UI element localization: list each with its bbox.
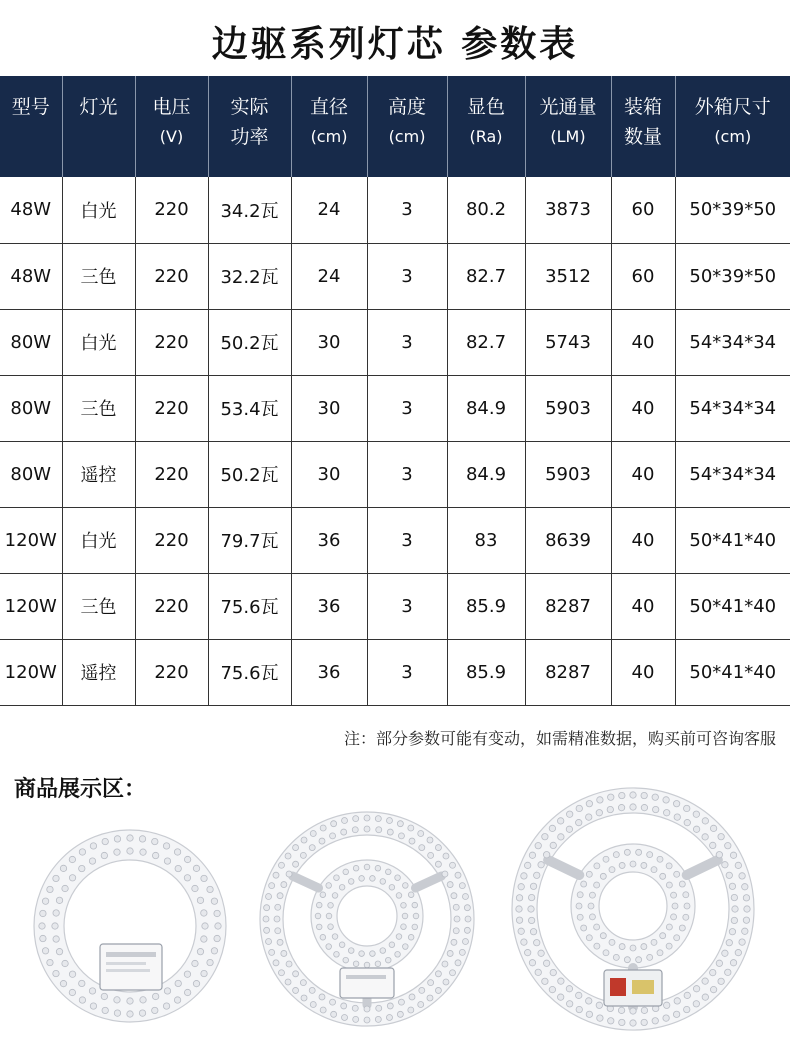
header-light: 灯光 (62, 76, 135, 177)
table-cell: 53.4瓦 (208, 375, 291, 441)
table-cell: 220 (135, 375, 208, 441)
table-cell: 24 (291, 243, 367, 309)
table-cell: 50.2瓦 (208, 441, 291, 507)
table-cell: 48W (0, 243, 62, 309)
table-row (0, 507, 790, 573)
table-cell: 220 (135, 177, 208, 243)
table-cell: 80W (0, 309, 62, 375)
table-cell: 遥控 (62, 441, 135, 507)
table-cell: 8639 (525, 507, 611, 573)
table-cell: 50*41*40 (675, 573, 790, 639)
table-cell: 220 (135, 573, 208, 639)
table-cell: 60 (611, 243, 675, 309)
table-cell: 85.9 (447, 639, 525, 705)
table-cell: 白光 (62, 507, 135, 573)
table-cell: 82.7 (447, 309, 525, 375)
table-cell: 83 (447, 507, 525, 573)
header-carton-size: 外箱尺寸 (cm) (675, 76, 790, 177)
table-cell: 40 (611, 309, 675, 375)
table-header-row (0, 76, 790, 177)
table-cell: 3 (367, 375, 447, 441)
table-cell: 3512 (525, 243, 611, 309)
table-cell: 60 (611, 177, 675, 243)
table-cell: 白光 (62, 309, 135, 375)
table-row (0, 375, 790, 441)
table-cell: 3 (367, 177, 447, 243)
table-row (0, 441, 790, 507)
table-cell: 三色 (62, 375, 135, 441)
header-actual-power: 实际 功率 (208, 76, 291, 177)
table-row (0, 243, 790, 309)
table-cell: 40 (611, 573, 675, 639)
table-cell: 36 (291, 639, 367, 705)
table-cell: 75.6瓦 (208, 573, 291, 639)
table-cell: 50*41*40 (675, 639, 790, 705)
table-cell: 30 (291, 375, 367, 441)
table-cell: 84.9 (447, 375, 525, 441)
table-cell: 80W (0, 441, 62, 507)
table-cell: 220 (135, 309, 208, 375)
table-cell: 三色 (62, 573, 135, 639)
table-cell: 3 (367, 243, 447, 309)
table-cell: 85.9 (447, 573, 525, 639)
table-cell: 50*41*40 (675, 507, 790, 573)
table-cell: 80W (0, 375, 62, 441)
table-cell: 220 (135, 441, 208, 507)
table-cell: 54*34*34 (675, 309, 790, 375)
table-cell: 82.7 (447, 243, 525, 309)
single-ring-led-module-icon (30, 826, 230, 1026)
table-cell: 54*34*34 (675, 375, 790, 441)
page-title: 边驱系列灯芯 参数表 (211, 23, 579, 65)
table-cell: 3 (367, 507, 447, 573)
table-cell: 40 (611, 639, 675, 705)
table-cell: 75.6瓦 (208, 639, 291, 705)
table-row (0, 573, 790, 639)
table-cell: 40 (611, 507, 675, 573)
table-cell: 5903 (525, 441, 611, 507)
spec-table (0, 76, 790, 706)
header-box-qty: 装箱 数量 (611, 76, 675, 177)
table-cell: 3 (367, 573, 447, 639)
table-cell: 3 (367, 441, 447, 507)
table-cell: 120W (0, 639, 62, 705)
table-cell: 34.2瓦 (208, 177, 291, 243)
table-cell: 79.7瓦 (208, 507, 291, 573)
table-cell: 30 (291, 309, 367, 375)
gallery-title: 商品展示区： (14, 776, 147, 802)
table-cell: 三色 (62, 243, 135, 309)
table-cell: 54*34*34 (675, 441, 790, 507)
table-cell: 3 (367, 639, 447, 705)
table-cell: 220 (135, 507, 208, 573)
table-row (0, 309, 790, 375)
header-model: 型号 (0, 76, 62, 177)
header-height: 高度 (cm) (367, 76, 447, 177)
table-cell: 3873 (525, 177, 611, 243)
header-diameter: 直径 (cm) (291, 76, 367, 177)
table-cell: 80.2 (447, 177, 525, 243)
table-cell: 30 (291, 441, 367, 507)
table-cell: 3 (367, 309, 447, 375)
table-cell: 8287 (525, 573, 611, 639)
double-ring-led-module-icon (256, 808, 478, 1030)
table-cell: 8287 (525, 639, 611, 705)
table-cell: 40 (611, 441, 675, 507)
table-cell: 5743 (525, 309, 611, 375)
table-cell: 白光 (62, 177, 135, 243)
table-cell: 32.2瓦 (208, 243, 291, 309)
header-luminous-flux: 光通量 (LM) (525, 76, 611, 177)
table-cell: 220 (135, 243, 208, 309)
table-cell: 50*39*50 (675, 177, 790, 243)
table-cell: 50*39*50 (675, 243, 790, 309)
header-voltage: 电压 (V) (135, 76, 208, 177)
table-cell: 5903 (525, 375, 611, 441)
table-cell: 220 (135, 639, 208, 705)
table-cell: 36 (291, 573, 367, 639)
header-cri: 显色 (Ra) (447, 76, 525, 177)
table-cell: 120W (0, 573, 62, 639)
table-cell: 36 (291, 507, 367, 573)
table-cell: 48W (0, 177, 62, 243)
table-cell: 24 (291, 177, 367, 243)
disclaimer-note: 注：部分参数可能有变动，如需精准数据，购买前可咨询客服 (343, 729, 776, 748)
table-row (0, 177, 790, 243)
table-cell: 遥控 (62, 639, 135, 705)
table-cell: 84.9 (447, 441, 525, 507)
table-cell: 50.2瓦 (208, 309, 291, 375)
table-row (0, 639, 790, 705)
double-ring-led-module-large-icon (508, 784, 758, 1034)
table-cell: 120W (0, 507, 62, 573)
table-cell: 40 (611, 375, 675, 441)
